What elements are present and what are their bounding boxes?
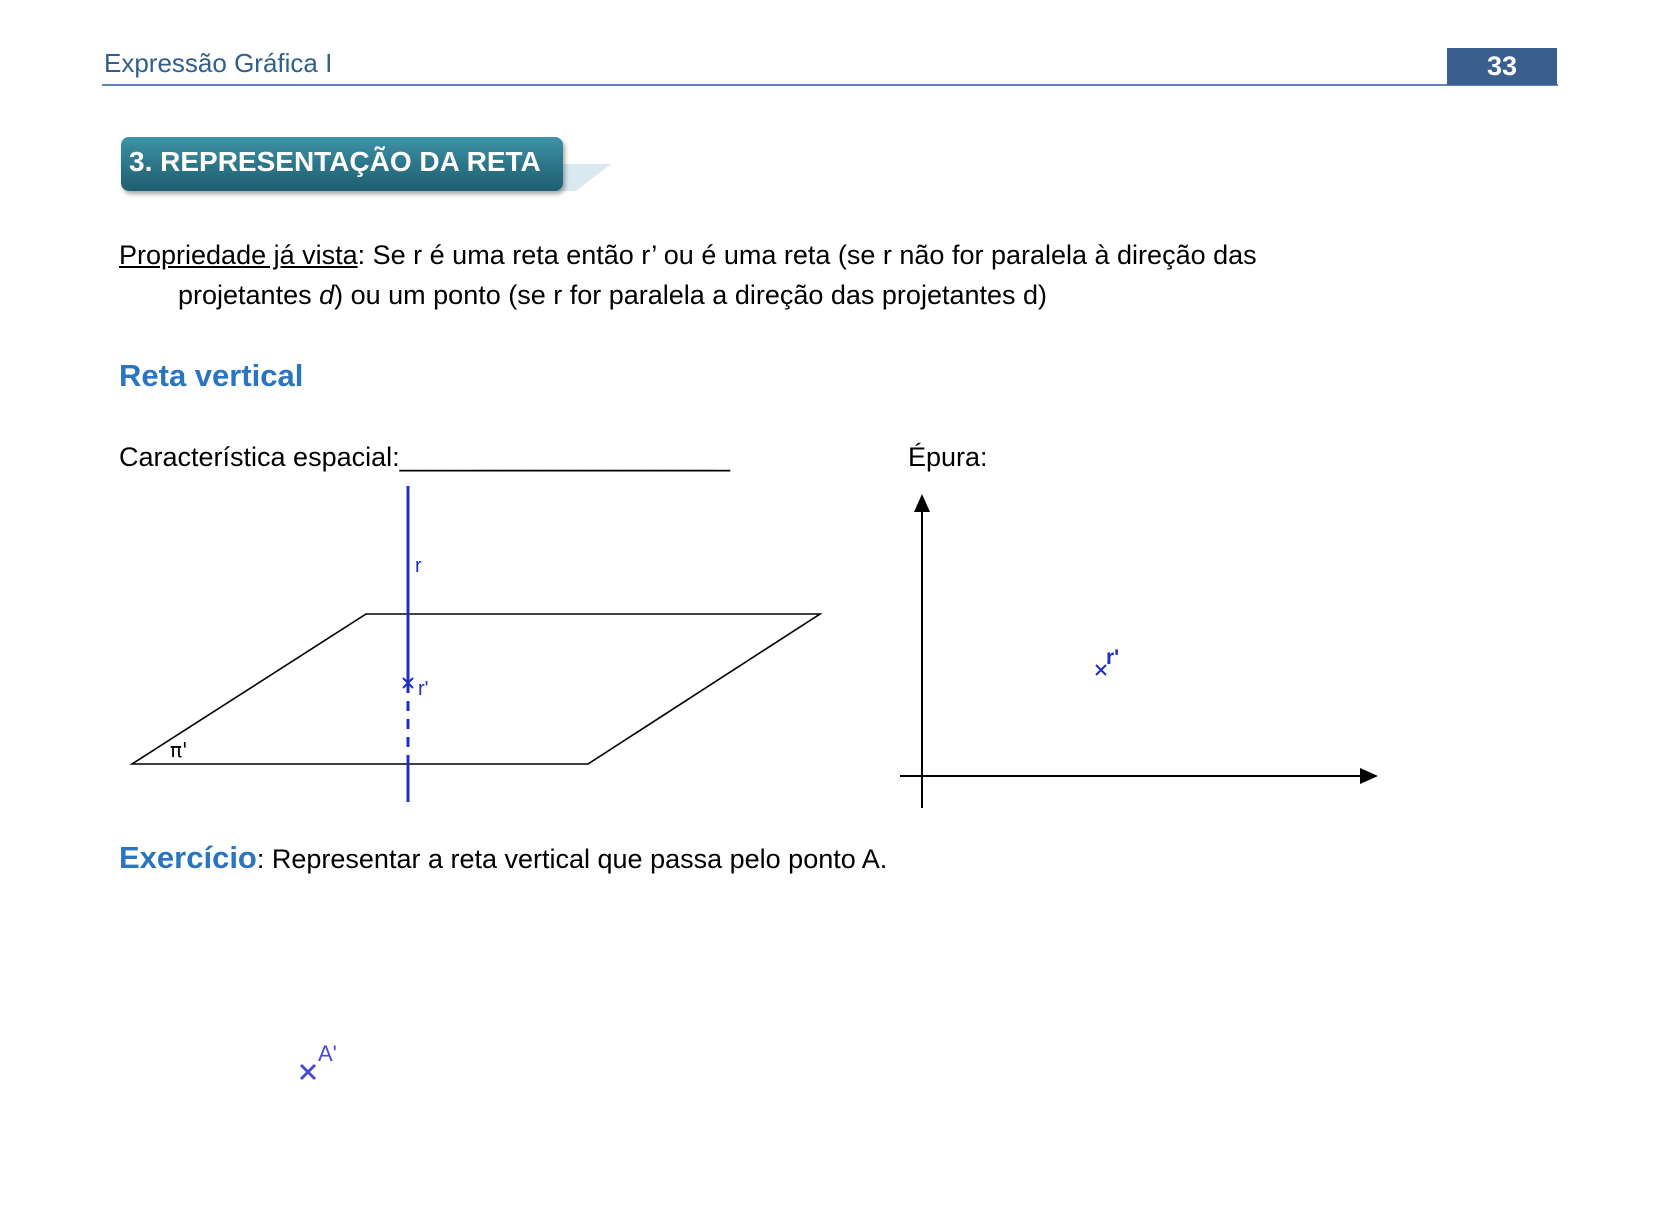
property-text-line1: : Se r é uma reta então r’ ou é uma reta (se r não for paralela à direção das <box>357 240 1257 270</box>
exercise-statement <box>119 840 887 876</box>
epura-label: Épura: <box>908 442 988 472</box>
exercise-text: : Representar a reta vertical que passa pelo ponto A. <box>256 844 888 874</box>
epura-figure <box>900 494 1378 808</box>
exercise-point-a <box>301 1041 337 1079</box>
running-header-title: Expressão Gráfica I <box>104 48 333 78</box>
label-r-prime: r' <box>418 678 429 700</box>
a-prime-cross-marker <box>301 1065 315 1079</box>
page-number: 33 <box>1447 48 1557 85</box>
epura-r-prime-cross-marker <box>1096 665 1106 675</box>
section-title: 3. REPRESENTAÇÃO DA RETA <box>129 146 541 177</box>
vertical-axis-arrowhead <box>914 494 930 512</box>
spatial-figure <box>132 486 820 802</box>
label-r: r <box>415 555 422 577</box>
caracteristica-espacial: Característica espacial:______________________ <box>119 442 730 472</box>
label-pi-prime: π' <box>170 738 188 762</box>
label-a-prime: A' <box>318 1041 337 1066</box>
plane-pi-parallelogram <box>132 614 820 764</box>
property-label: Propriedade já vista <box>119 240 358 270</box>
epura-label-r-prime: r' <box>1106 646 1120 669</box>
subheading-reta-vertical: Reta vertical <box>119 358 304 393</box>
exercise-keyword: Exercício <box>119 840 257 875</box>
property-text-line2b: ) ou um ponto (se r for paralela a direção das projetantes d) <box>334 280 1048 310</box>
property-text-italic-d: d <box>319 280 335 310</box>
horizontal-axis-arrowhead <box>1360 768 1378 784</box>
property-text-line2a: projetantes <box>178 280 320 310</box>
